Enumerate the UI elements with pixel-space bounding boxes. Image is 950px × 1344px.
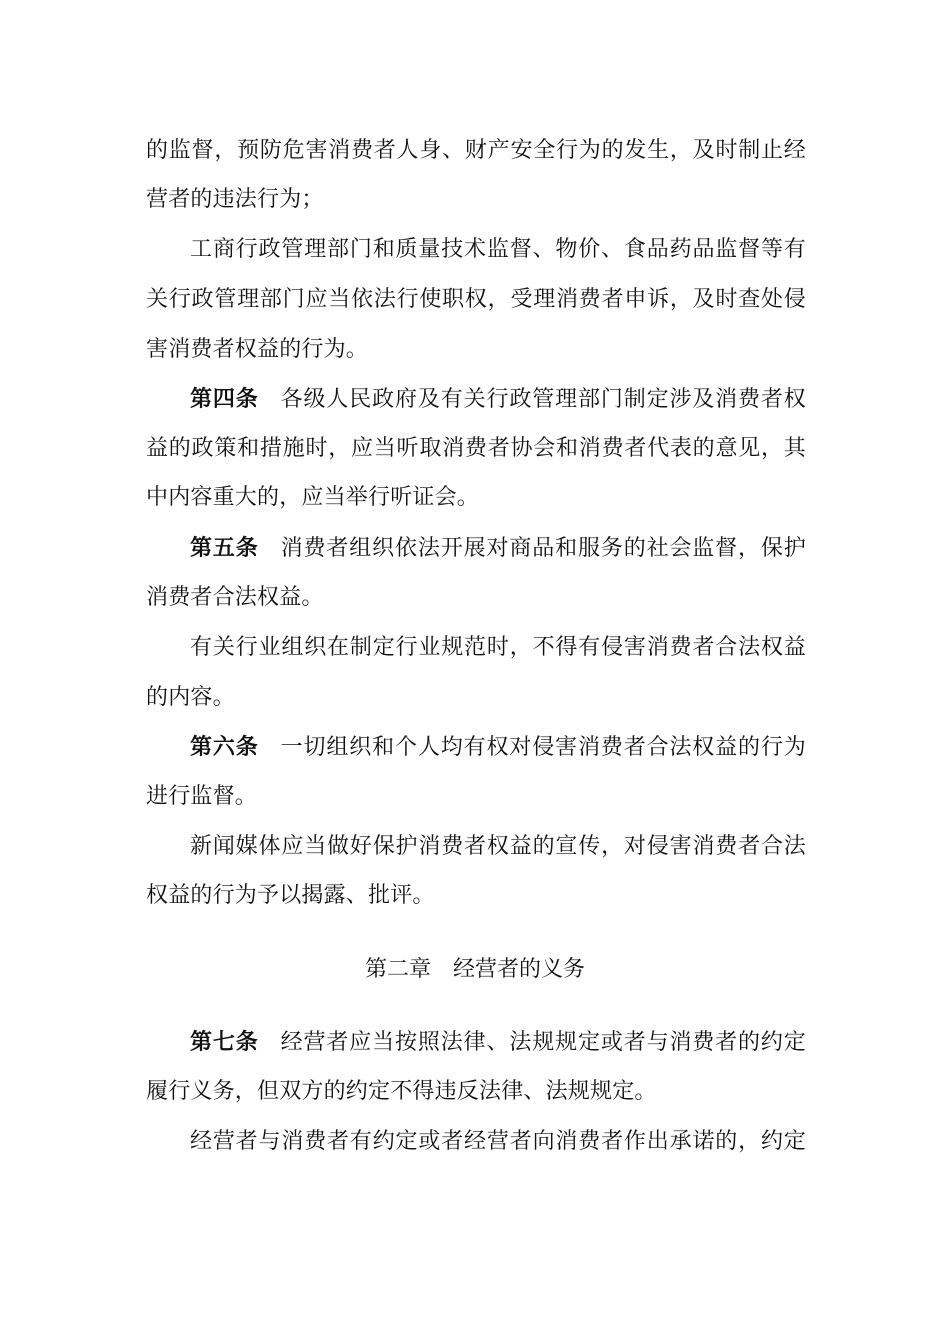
text-line: 消费者合法权益。 [146, 585, 324, 610]
chapter-heading: 第二章 经营者的义务 [364, 957, 585, 982]
article-paragraph-5 [190, 533, 806, 564]
text-line: 有关行业组织在制定行业规范时，不得有侵害消费者合法权益 [190, 635, 806, 660]
text-line: 履行义务，但双方的约定不得违反法律、法规规定。 [146, 1079, 657, 1104]
text-line: 害消费者权益的行为。 [146, 337, 369, 362]
article-number: 第四条 [190, 386, 259, 412]
text-line: 营者的违法行为； [146, 187, 324, 212]
article-number: 第七条 [190, 1029, 259, 1055]
text-line: 权益的行为予以揭露、批评。 [146, 883, 435, 908]
text-line: 工商行政管理部门和质量技术监督、物价、食品药品监督等有 [190, 237, 806, 262]
text-span: 消费者组织依法开展对商品和服务的社会监督，保护 [280, 536, 806, 561]
text-line: 益的政策和措施时，应当听取消费者协会和消费者代表的意见，其 [146, 436, 806, 461]
text-line: 经营者与消费者有约定或者经营者向消费者作出承诺的，约定 [190, 1129, 806, 1154]
text-line: 进行监督。 [146, 784, 258, 809]
text-line: 关行政管理部门应当依法行使职权，受理消费者申诉，及时查处侵 [146, 287, 806, 312]
text-span: 一切组织和个人均有权对侵害消费者合法权益的行为 [280, 735, 806, 760]
article-number: 第六条 [190, 734, 259, 760]
article-number: 第五条 [190, 535, 259, 561]
text-span: 各级人民政府及有关行政管理部门制定涉及消费者权 [280, 387, 806, 412]
article-paragraph-7 [190, 1027, 806, 1058]
article-paragraph-6 [190, 732, 806, 763]
text-line: 的监督，预防危害消费者人身、财产安全行为的发生，及时制止经 [146, 138, 806, 163]
text-span: 经营者应当按照法律、法规规定或者与消费者的约定 [280, 1030, 806, 1055]
text-line: 中内容重大的，应当举行听证会。 [146, 485, 480, 510]
article-paragraph-4 [190, 384, 806, 415]
text-line: 的内容。 [146, 685, 235, 710]
text-line: 新闻媒体应当做好保护消费者权益的宣传，对侵害消费者合法 [190, 834, 806, 859]
